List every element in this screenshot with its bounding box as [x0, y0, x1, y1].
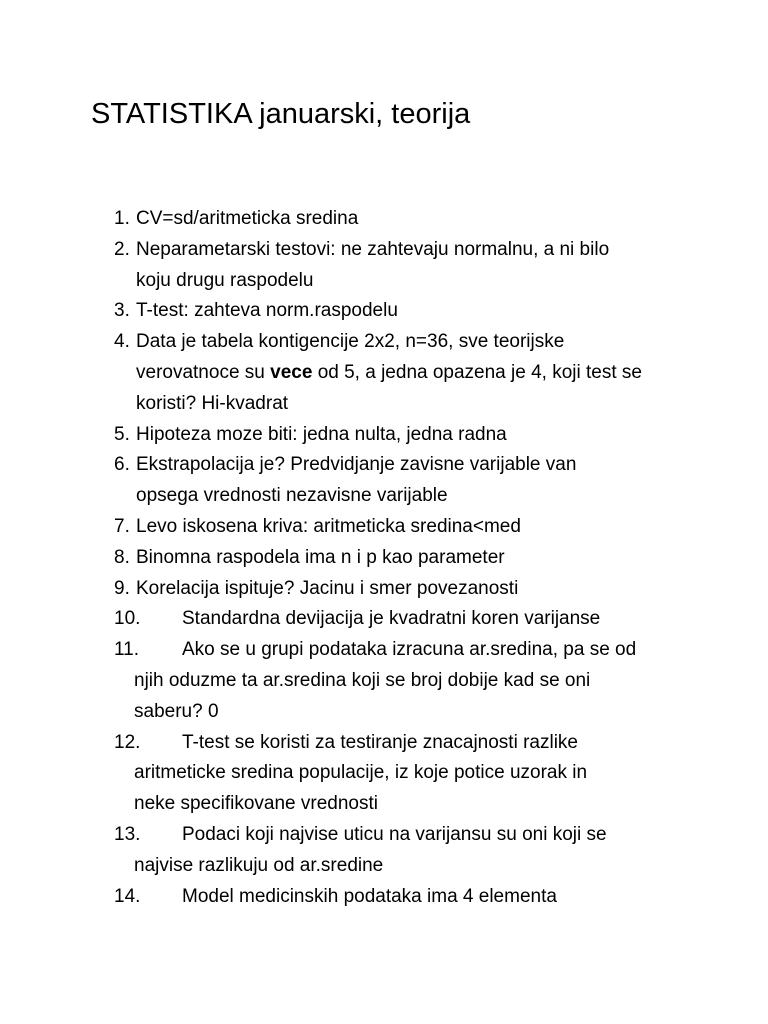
- bold-word: vece: [270, 361, 313, 383]
- item-number: 5.: [114, 423, 130, 445]
- text-run: verovatnoce su: [136, 361, 271, 383]
- item-text: koju drugu raspodelu: [136, 269, 314, 291]
- item-number: 14.: [114, 885, 141, 907]
- list-item: [114, 728, 714, 820]
- item-text: Hipoteza moze biti: jedna nulta, jedna radna: [136, 423, 507, 445]
- item-text: Ako se u grupi podataka izracuna ar.sredina, pa se od: [182, 639, 637, 661]
- item-text: Binomna raspodela ima n i p kao parameter: [136, 546, 505, 568]
- page-title: STATISTIKA januarski, teorija: [91, 98, 471, 130]
- item-number: 12.: [114, 731, 141, 753]
- item-text: koristi? Hi-kvadrat: [136, 392, 289, 414]
- text-run: od 5, a jedna opazena je 4, koji test se: [312, 361, 642, 383]
- item-text: njih oduzme ta ar.sredina koji se broj dobije kad se oni: [134, 669, 591, 691]
- item-number: 11.: [114, 639, 140, 661]
- list-item: [114, 204, 714, 235]
- item-text: CV=sd/aritmeticka sredina: [136, 208, 359, 229]
- item-text: Levo iskosena kriva: aritmeticka sredina<med: [136, 515, 521, 537]
- list-item: [114, 296, 714, 327]
- item-number: 10.: [114, 608, 141, 630]
- item-number: 3.: [114, 300, 130, 322]
- item-text: Ekstrapolacija je? Predvidjanje zavisne varijable van: [136, 454, 577, 476]
- item-number: 2.: [114, 238, 130, 260]
- list-item: [114, 543, 714, 574]
- list-item: [114, 820, 714, 882]
- item-text: opsega vrednosti nezavisne varijable: [136, 485, 448, 507]
- list-item: [114, 604, 714, 635]
- item-number: 4.: [114, 331, 130, 353]
- item-text: neke specifikovane vrednosti: [134, 793, 378, 815]
- list-item: [114, 512, 714, 543]
- list-item: [114, 450, 714, 512]
- item-text-mixed: [136, 358, 714, 389]
- item-text: Data je tabela kontigencije 2x2, n=36, sve teorijske: [136, 331, 565, 353]
- item-text: Standardna devijacija je kvadratni koren varijanse: [182, 608, 601, 630]
- item-text: Neparametarski testovi: ne zahtevaju normalnu, a ni bilo: [136, 238, 610, 260]
- list-item: [114, 420, 714, 451]
- item-text: aritmeticke sredina populacije, iz koje potice uzorak in: [134, 762, 588, 784]
- item-number: 1.: [114, 208, 130, 229]
- list-item: [114, 635, 714, 727]
- item-text: T-test se koristi za testiranje znacajnosti razlike: [182, 731, 578, 753]
- item-number: 9.: [114, 577, 130, 599]
- item-number: 8.: [114, 546, 130, 568]
- list-item: [114, 327, 714, 419]
- item-text: najvise razlikuju od ar.sredine: [134, 854, 384, 876]
- item-text: saberu? 0: [134, 700, 219, 722]
- list-item: [114, 235, 714, 297]
- item-text: Model medicinskih podataka ima 4 elementa: [182, 885, 557, 907]
- list-item: [114, 882, 714, 913]
- item-text: Podaci koji najvise uticu na varijansu su oni koji se: [182, 823, 607, 845]
- item-number: 6.: [114, 454, 130, 476]
- item-text: T-test: zahteva norm.raspodelu: [136, 300, 398, 322]
- list-item: [114, 574, 714, 605]
- question-list: [114, 204, 714, 912]
- item-number: 13.: [114, 823, 141, 845]
- item-text: Korelacija ispituje? Jacinu i smer povezanosti: [136, 577, 519, 599]
- item-number: 7.: [114, 515, 130, 537]
